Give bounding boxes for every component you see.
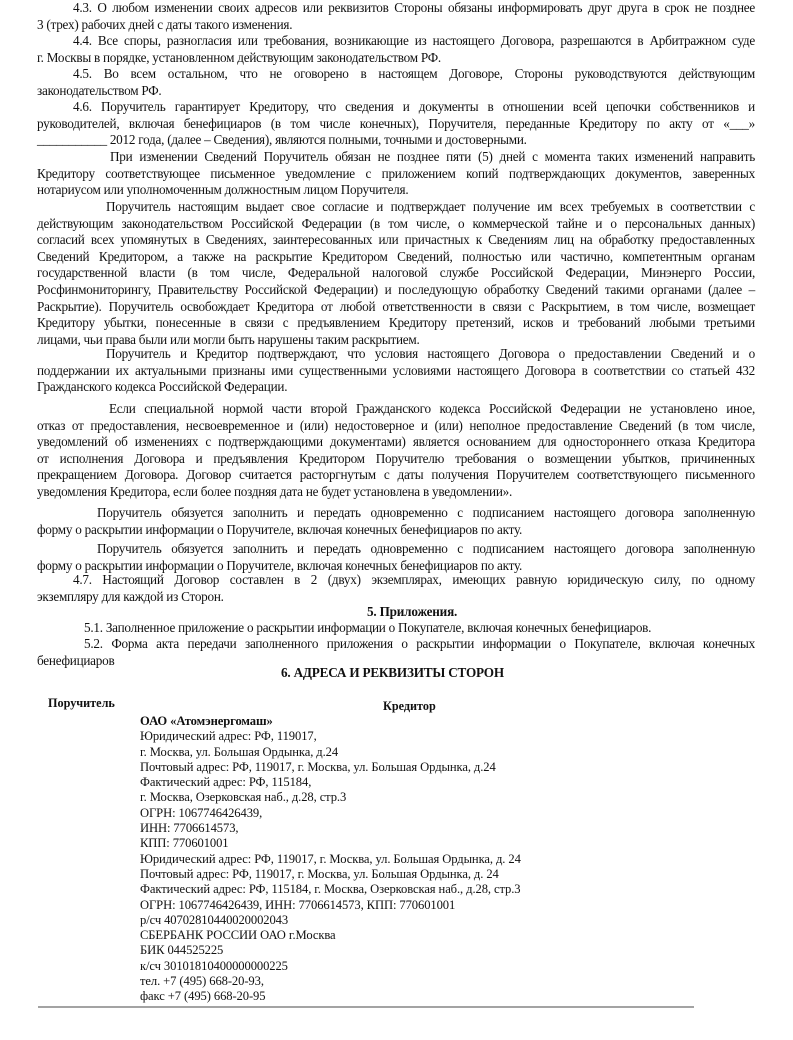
clause-4-5: [37, 66, 755, 99]
bank-name: СБЕРБАНК РОССИИ ОАО г.Москва: [140, 928, 336, 943]
text-line: 3 (трех) рабочих дней с даты такого изменения.: [37, 16, 293, 32]
section-heading-addresses: 6. АДРЕСА И РЕКВИЗИТЫ СТОРОН: [281, 665, 504, 680]
clause-4-3: [37, 0, 755, 33]
text-line: бенефициаров: [37, 652, 115, 668]
clause-confirmation: [37, 346, 755, 396]
text-line: поддержании их актуальными признаны ими существенными условиями настоящего Договора в соответствии со статьей 432: [37, 362, 755, 378]
text-line: 4.4. Все споры, разногласия или требования, возникающие из настоящего Договора, разрешаются в Арбитражном суде: [73, 33, 755, 48]
text-line: от исполнения Договора и предъявления Кредитором Поручителю требования о возмещении убытков, причиненных: [37, 450, 755, 466]
text-line: нотариусом или уполномоченным должностным лицом Поручителя.: [37, 182, 409, 198]
text-line: Кредитору убытки, понесенные в связи с предъявлением Кредитору претензий, исков и требований любыми третьими: [37, 315, 755, 331]
clause-4-4: [37, 33, 755, 66]
text-line: 4.5. Во всем остальном, что не оговорено в настоящем Договоре, Стороны руководствуются действующим: [73, 66, 755, 81]
text-line: Поручитель настоящим выдает свое согласие и подтверждает получение им всех требуемых в соответствии с: [106, 199, 755, 214]
text-line: ___________ 2012 года, (далее – Сведения), являются полными, точными и достоверными.: [37, 132, 527, 148]
text-line: г. Москвы в порядке, установленном действующим законодательством РФ.: [37, 49, 441, 65]
clause-info-change: [37, 149, 755, 199]
text-line: 4.7. Настоящий Договор составлен в 2 (двух) экземплярах, имеющих равную юридическую силу, по одному: [73, 572, 755, 587]
actual-address-line-1: Фактический адрес: РФ, 115184,: [140, 775, 312, 790]
legal-address-line-2: г. Москва, ул. Большая Ордынка, д.24: [140, 744, 339, 759]
text-line: лицами, чьи права были или могли быть нарушены таким раскрытием.: [37, 331, 420, 347]
text-line: форму о раскрытии информации о Поручителе, включая конечных бенефициаров по акту.: [37, 521, 523, 537]
text-line: законодательством РФ.: [37, 82, 162, 98]
clause-5-1: [37, 620, 755, 637]
text-line: форму о раскрытии информации о Поручителе, включая конечных бенефициаров по акту.: [37, 557, 523, 573]
text-line: уведомления Кредитора, если более поздняя дата не будет установлена в уведомлении».: [37, 483, 513, 499]
horizontal-rule: [38, 1006, 694, 1008]
text-line: экземпляру для каждой из Сторон.: [37, 588, 224, 604]
inn: ИНН: 7706614573,: [140, 821, 239, 836]
actual-address-line-2: г. Москва, Озерковская наб., д.28, стр.3: [140, 790, 347, 805]
clause-4-6: [37, 99, 755, 149]
guarantor-column-header: Поручитель: [48, 696, 115, 710]
correspondent-account: к/сч 30101810400000000225: [140, 958, 288, 973]
text-line: Сведений Кредитором, а также на раскрытие Кредитором Сведений, полностью или частично, компетентным органам: [37, 248, 755, 264]
text-line: прекращением Договора. Договор считается расторгнутым с даты получения Поручителем соответствующего письменного: [37, 467, 755, 483]
clause-fill-form-2: [37, 541, 755, 574]
text-line: руководителей, включая бенефициаров (в том числе конечных), Поручителя, переданные Кредитору по акту от «___»: [37, 115, 755, 131]
settlement-account: р/сч 40702810440020002043: [140, 912, 289, 927]
text-line: Поручитель обязуется заполнить и передать одновременно с подписанием настоящего договора заполненную: [97, 505, 755, 520]
text-line: Кредитору соответствующее письменное уведомление с приложением копий подтверждающих документов, заверенных: [37, 165, 755, 181]
legal-address-line-1: Юридический адрес: РФ, 119017,: [140, 729, 317, 744]
postal-address-full: Почтовый адрес: РФ, 119017, г. Москва, ул. Большая Ордынка, д. 24: [140, 866, 499, 881]
ogrn-inn-kpp: ОГРН: 1067746426439, ИНН: 7706614573, КПП: 770601001: [140, 897, 456, 912]
ogrn: ОГРН: 1067746426439,: [140, 805, 263, 820]
legal-address-full: Юридический адрес: РФ, 119017, г. Москва, ул. Большая Ордынка, д. 24: [140, 851, 521, 866]
text-line: Раскрытие). Поручитель освобождает Кредитора от любой ответственности в связи с Раскрытием, в том числе, возмещает: [37, 298, 755, 314]
clause-fill-form-1: [37, 505, 755, 538]
kpp: КПП: 770601001: [140, 836, 229, 851]
text-line: 4.3. О любом изменении своих адресов или реквизитов Стороны обязаны информировать друг друга в срок не позднее: [73, 0, 755, 15]
text-line: Поручитель обязуется заполнить и передать одновременно с подписанием настоящего договора заполненную: [97, 541, 755, 556]
text-line: согласий всех упомянутых в Сведениях, заинтересованных или причастных к Сведениям лиц на обработку предоставленных: [37, 232, 755, 248]
text-line: 5.2. Форма акта передачи заполненного приложения о раскрытии информации о Покупателе, включая конечных: [84, 636, 755, 651]
text-line: Если специальной нормой части второй Гражданского кодекса Российской Федерации не установлено иное,: [109, 401, 755, 416]
text-line: отказ от предоставления, несвоевременное и (или) недостоверное и (или) неполное предоставление Сведений (в том числе,: [37, 417, 755, 433]
text-line: Поручитель и Кредитор подтверждают, что условия настоящего Договора о предоставлении Сведений и о: [106, 346, 755, 361]
section-heading-appendices: 5. Приложения.: [367, 604, 458, 619]
postal-address: Почтовый адрес: РФ, 119017, г. Москва, ул. Большая Ордынка, д.24: [140, 759, 496, 774]
bik: БИК 044525225: [140, 943, 224, 958]
phone: тел. +7 (495) 668-20-93,: [140, 974, 264, 989]
creditor-requisites: [140, 714, 521, 1005]
fax: факс +7 (495) 668-20-95: [140, 989, 266, 1004]
text-line: При изменении Сведений Поручитель обязан не позднее пяти (5) дней с момента таких изменений направить: [110, 149, 755, 164]
text-line: Гражданского кодекса Российской Федерации.: [37, 379, 288, 395]
text-line: 5.1. Заполненное приложение о раскрытии информации о Покупателе, включая конечных бенефициаров.: [84, 620, 652, 635]
clause-4-7: [37, 572, 755, 605]
clause-refusal: [37, 401, 755, 501]
creditor-column-header: Кредитор: [383, 699, 436, 713]
text-line: уведомлений об изменениях с подтверждающими документами) является основанием для одностороннего отказа Кредитора: [37, 434, 755, 450]
text-line: государственной власти (в том числе, Федеральной налоговой службе Российской Федерации, Минэнерго России,: [37, 265, 755, 281]
creditor-company-name: ОАО «Атомэнергомаш»: [140, 714, 273, 728]
text-line: 4.6. Поручитель гарантирует Кредитору, что сведения и документы в отношении всей цепочки собственников и: [73, 99, 755, 114]
clause-consent: [37, 199, 755, 348]
text-line: действующим законодательством Российской Федерации (в том числе, о коммерческой тайне и о персональных данных): [37, 215, 755, 231]
actual-address-full: Фактический адрес: РФ, 115184, г. Москва, Озерковская наб., д.28, стр.3: [140, 882, 521, 897]
text-line: Росфинмониторингу, Правительству Российской Федерации) и последующую обработку Сведений такими органами (далее –: [37, 281, 755, 297]
